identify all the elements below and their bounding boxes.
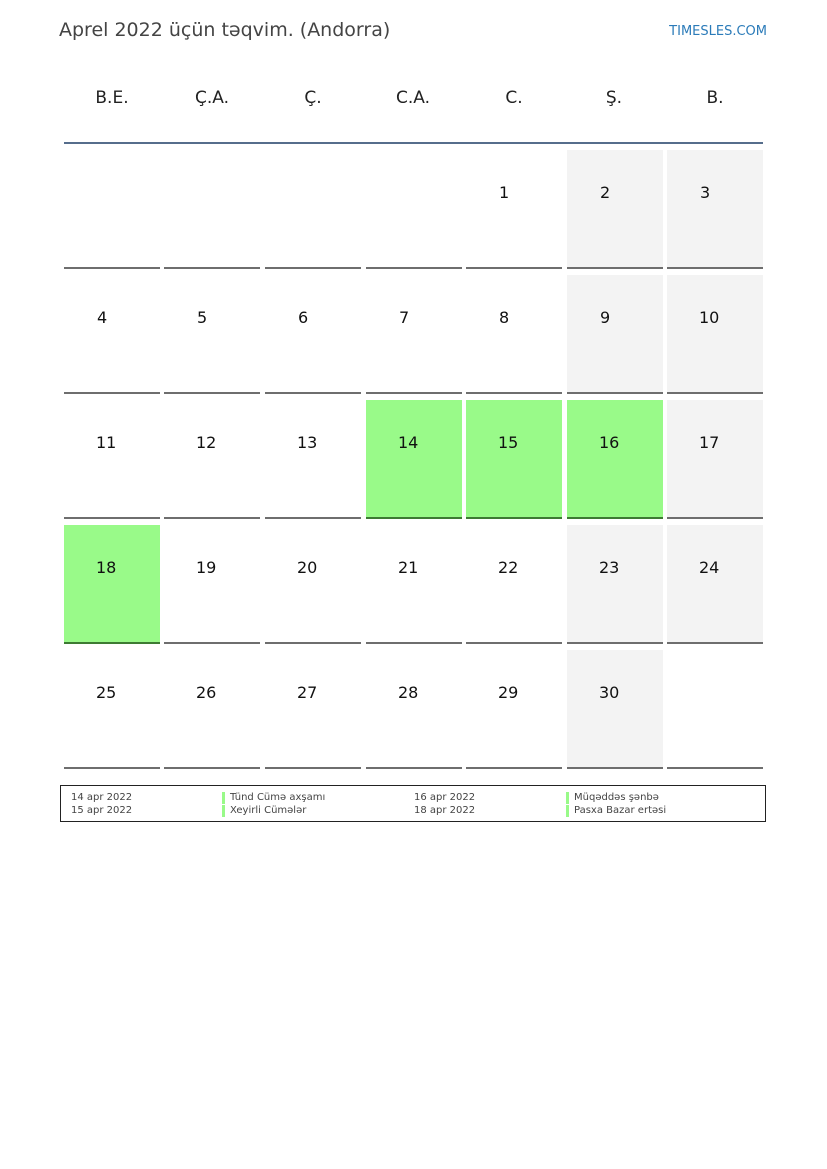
calendar-day-cell xyxy=(466,650,562,769)
calendar-day-cell xyxy=(64,650,160,769)
page-title: Aprel 2022 üçün təqvim. (Andorra) xyxy=(59,19,391,41)
weekday-header xyxy=(64,88,764,120)
day-number: 4 xyxy=(97,308,108,327)
day-number: 8 xyxy=(499,308,510,327)
calendar-day-cell xyxy=(567,525,663,644)
header-divider xyxy=(64,142,763,144)
day-number: 21 xyxy=(398,558,419,577)
legend-holiday-name: Pasxa Bazar ertəsi xyxy=(566,805,666,816)
calendar-day-cell xyxy=(466,400,562,519)
day-number: 14 xyxy=(398,433,419,452)
calendar-day-cell xyxy=(164,650,260,769)
day-number: 27 xyxy=(297,683,318,702)
calendar-day-cell xyxy=(366,650,462,769)
calendar-day-cell xyxy=(567,400,663,519)
calendar-day-cell xyxy=(366,525,462,644)
calendar-day-cell xyxy=(667,275,763,394)
calendar-day-cell xyxy=(466,150,562,269)
day-number: 28 xyxy=(398,683,419,702)
weekday-label: C.A. xyxy=(395,88,430,108)
day-number: 16 xyxy=(599,433,620,452)
day-number: 30 xyxy=(599,683,620,702)
day-number: 2 xyxy=(600,183,611,202)
day-number: 22 xyxy=(498,558,519,577)
calendar-day-cell xyxy=(265,525,361,644)
calendar-day-cell xyxy=(366,275,462,394)
legend-holiday-name: Müqəddəs şənbə xyxy=(566,792,659,803)
day-number: 7 xyxy=(399,308,410,327)
calendar-day-cell xyxy=(164,400,260,519)
day-number: 10 xyxy=(699,308,720,327)
day-number: 18 xyxy=(96,558,117,577)
legend-date: 18 apr 2022 xyxy=(414,805,476,816)
calendar-day-cell xyxy=(567,275,663,394)
legend-holiday-name: Xeyirli Cümələr xyxy=(222,805,306,816)
day-number: 1 xyxy=(499,183,510,202)
calendar-day-cell xyxy=(366,400,462,519)
weekday-label: B.E. xyxy=(95,88,129,108)
day-number: 12 xyxy=(196,433,217,452)
calendar-empty-cell xyxy=(164,150,260,269)
calendar-day-cell xyxy=(567,650,663,769)
calendar-day-cell xyxy=(64,275,160,394)
calendar-empty-cell xyxy=(667,650,763,769)
day-number: 19 xyxy=(196,558,217,577)
weekday-label: Ç. xyxy=(304,88,322,108)
calendar-empty-cell xyxy=(366,150,462,269)
calendar-day-cell xyxy=(164,525,260,644)
day-number: 24 xyxy=(699,558,720,577)
calendar-day-cell xyxy=(64,400,160,519)
calendar-day-cell xyxy=(667,525,763,644)
day-number: 3 xyxy=(700,183,711,202)
day-number: 5 xyxy=(197,308,208,327)
day-number: 15 xyxy=(498,433,519,452)
day-number: 9 xyxy=(600,308,611,327)
legend-date: 16 apr 2022 xyxy=(414,792,476,803)
calendar-day-cell xyxy=(466,275,562,394)
day-number: 23 xyxy=(599,558,620,577)
day-number: 29 xyxy=(498,683,519,702)
calendar-day-cell xyxy=(64,525,160,644)
calendar-empty-cell xyxy=(265,150,361,269)
calendar-day-cell xyxy=(265,400,361,519)
weekday-label: C. xyxy=(505,88,523,108)
day-number: 25 xyxy=(96,683,117,702)
calendar-day-cell xyxy=(567,150,663,269)
calendar-day-cell xyxy=(265,650,361,769)
holiday-legend xyxy=(60,785,766,822)
legend-holiday-name: Tünd Cümə axşamı xyxy=(222,792,325,803)
calendar-day-cell xyxy=(466,525,562,644)
day-number: 26 xyxy=(196,683,217,702)
legend-date: 14 apr 2022 xyxy=(71,792,133,803)
day-number: 6 xyxy=(298,308,309,327)
day-number: 11 xyxy=(96,433,117,452)
calendar-day-cell xyxy=(667,150,763,269)
weekday-label: B. xyxy=(706,88,724,108)
calendar-empty-cell xyxy=(64,150,160,269)
day-number: 20 xyxy=(297,558,318,577)
calendar-day-cell xyxy=(265,275,361,394)
legend-date: 15 apr 2022 xyxy=(71,805,133,816)
day-number: 17 xyxy=(699,433,720,452)
calendar-day-cell xyxy=(164,275,260,394)
day-number: 13 xyxy=(297,433,318,452)
weekday-label: Ç.A. xyxy=(194,88,229,108)
weekday-label: Ş. xyxy=(605,88,623,108)
brand-link[interactable]: TIMESLES.COM xyxy=(669,24,767,39)
calendar-day-cell xyxy=(667,400,763,519)
